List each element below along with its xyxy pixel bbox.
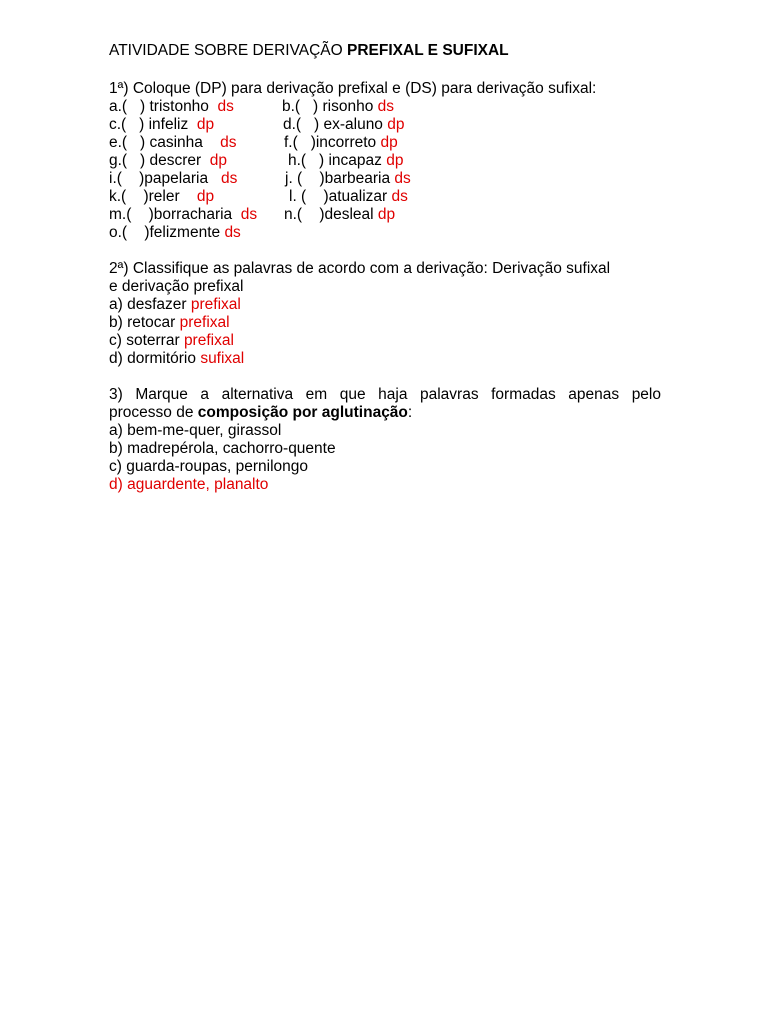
answer-k: dp: [196, 188, 215, 205]
option-b: b) madrepérola, cachorro-quente: [109, 440, 336, 457]
answer-2a: prefixal: [190, 296, 241, 313]
item-b: b.( ) risonho: [282, 98, 378, 115]
question-1-prompt: 1ª) Coloque (DP) para derivação prefixal e (DS) para derivação sufixal:: [109, 80, 597, 97]
document-page: [109, 42, 661, 494]
question-2-prompt-line-2: e derivação prefixal: [109, 278, 244, 295]
item-f: f.( )incorreto: [284, 134, 381, 151]
item-j: j. ( )barbearia: [285, 170, 395, 187]
question-2-prompt-line-1: 2ª) Classifique as palavras de acordo com a derivação: Derivação sufixal: [109, 260, 611, 277]
answer-c: dp: [196, 116, 215, 133]
title-normal: ATIVIDADE SOBRE DERIVAÇÃO: [109, 42, 348, 59]
list-item: b) retocar prefixal: [109, 314, 230, 331]
item-k: k.( )reler: [109, 188, 197, 205]
answer-l: ds: [391, 188, 408, 205]
item-m: m.( )borracharia: [109, 206, 241, 223]
list-item: [109, 224, 661, 242]
list-item: d) dormitório sufixal: [109, 350, 245, 367]
list-item: [109, 152, 661, 170]
list-item: c) soterrar prefixal: [109, 332, 234, 349]
answer-a: ds: [217, 98, 234, 115]
question-3-bold-term: composição por aglutinação: [197, 404, 408, 421]
answer-i: ds: [221, 170, 238, 187]
question-3: [109, 386, 661, 494]
item-d: d.( ) ex-aluno: [283, 116, 388, 133]
list-item: [109, 116, 661, 134]
option-c: c) guarda-roupas, pernilongo: [109, 458, 309, 475]
answer-o: ds: [224, 224, 241, 241]
item-l: l. ( )atualizar: [289, 188, 392, 205]
item-o: o.( )felizmente: [109, 224, 225, 241]
question-2: [109, 260, 661, 368]
item-a: a.( ) tristonho: [109, 98, 218, 115]
question-1: [109, 80, 661, 242]
answer-g: dp: [209, 152, 228, 169]
answer-n: dp: [377, 206, 396, 223]
document-title: [109, 42, 661, 60]
item-g: g.( ) descrer: [109, 152, 210, 169]
item-n: n.( )desleal: [284, 206, 378, 223]
list-item: [109, 188, 661, 206]
answer-2d: sufixal: [200, 350, 245, 367]
question-1-items: [109, 98, 661, 242]
list-item: a) desfazer prefixal: [109, 296, 241, 313]
answer-2b: prefixal: [179, 314, 230, 331]
question-3-prompt-line-2: processo de composição por aglutinação:: [109, 404, 413, 421]
list-item: [109, 134, 661, 152]
item-e: e.( ) casinha: [109, 134, 221, 151]
option-a: a) bem-me-quer, girassol: [109, 422, 282, 439]
answer-j: ds: [394, 170, 411, 187]
item-i: i.( )papelaria: [109, 170, 221, 187]
answer-e: ds: [220, 134, 237, 151]
list-item: [109, 206, 661, 224]
answer-h: dp: [386, 152, 404, 169]
question-3-prompt-line-1: 3) Marque a alternativa em que haja palavras formadas apenas pelo: [109, 386, 661, 403]
answer-d: dp: [387, 116, 405, 133]
title-bold: PREFIXAL E SUFIXAL: [347, 42, 509, 59]
list-item: [109, 98, 661, 116]
list-item: [109, 170, 661, 188]
answer-m: ds: [240, 206, 258, 223]
item-h: h.( ) incapaz: [288, 152, 387, 169]
item-c: c.( ) infeliz: [109, 116, 197, 133]
answer-f: dp: [380, 134, 398, 151]
answer-2c: prefixal: [183, 332, 234, 349]
answer-b: ds: [377, 98, 394, 115]
option-d-answer: d) aguardente, planalto: [109, 476, 269, 493]
